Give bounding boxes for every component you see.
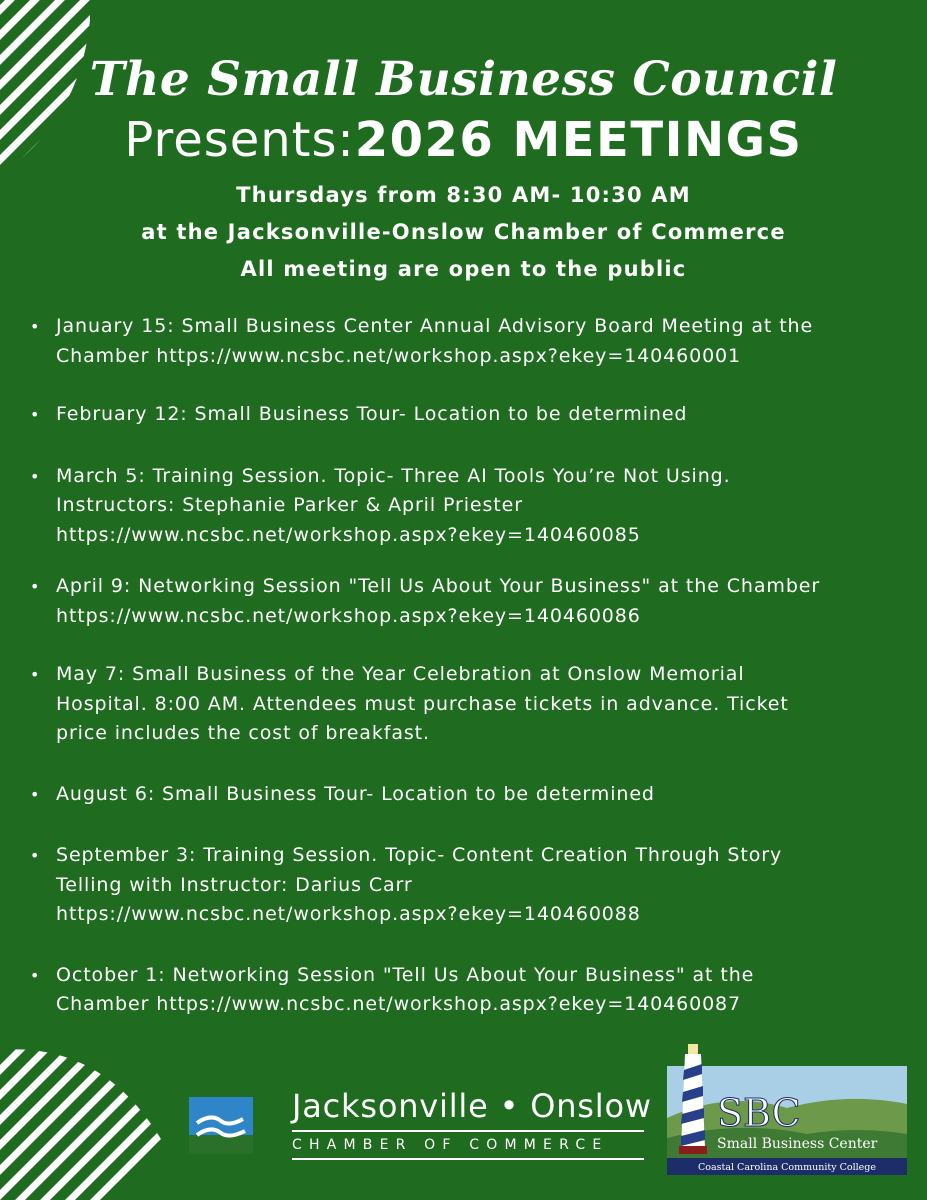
event-item: • April 9: Networking Session "Tell Us About Your Business" at the Chamber https://www.ncsbc.net/workshop.aspx?ekey=140460086: [30, 572, 900, 631]
event-item: • August 6: Small Business Tour- Location to be determined: [30, 780, 900, 810]
schedule-time: Thursdays from 8:30 AM- 10:30 AM: [236, 183, 691, 207]
schedule-note: All meeting are open to the public: [240, 257, 687, 281]
meetings-heading: [0, 112, 927, 168]
sbc-logo: [667, 1030, 907, 1175]
chamber-divider-top: [292, 1130, 644, 1132]
event-item: • May 7: Small Business of the Year Celebration at Onslow Memorial Hospital. 8:00 AM. Attendees must purchase tickets in advance. Ticket price includes the cost of breakfast.: [30, 660, 900, 749]
chamber-subtitle: CHAMBER OF COMMERCE: [292, 1137, 609, 1153]
event-item: • March 5: Training Session. Topic- Three AI Tools You’re Not Using. Instructors: Stephanie Parker & April Priester https://www.ncsbc.net/workshop.aspx?ekey=140460085: [30, 462, 900, 551]
events-list: [30, 312, 900, 1020]
presents-label: Presents:: [124, 112, 355, 168]
chamber-name: Jacksonville • Onslow: [292, 1087, 652, 1125]
event-item: • October 1: Networking Session "Tell Us About Your Business" at the Chamber https://www.ncsbc.net/workshop.aspx?ekey=140460087: [30, 961, 900, 1020]
schedule-location: at the Jacksonville-Onslow Chamber of Commerce: [141, 220, 786, 244]
sbc-college: Coastal Carolina Community College: [697, 1162, 877, 1173]
event-item: • January 15: Small Business Center Annual Advisory Board Meeting at the Chamber https://www.ncsbc.net/workshop.aspx?ekey=140460001: [30, 312, 900, 371]
sbc-abbr: SBC: [717, 1091, 801, 1135]
chamber-divider-bottom: [292, 1158, 644, 1160]
sbc-name: Small Business Center: [717, 1136, 878, 1152]
chamber-logo-icon: [189, 1097, 253, 1154]
event-item: • February 12: Small Business Tour- Location to be determined: [30, 400, 900, 430]
lighthouse-icon: [679, 1044, 707, 1154]
council-title: The Small Business Council: [89, 52, 838, 107]
decorative-stripes-bottom: [0, 1040, 190, 1200]
event-item: • September 3: Training Session. Topic- Content Creation Through Story Telling with Instructor: Darius Carr https://www.ncsbc.net/workshop.aspx?ekey=140460088: [30, 841, 900, 930]
meetings-title: 2026 MEETINGS: [354, 112, 803, 168]
